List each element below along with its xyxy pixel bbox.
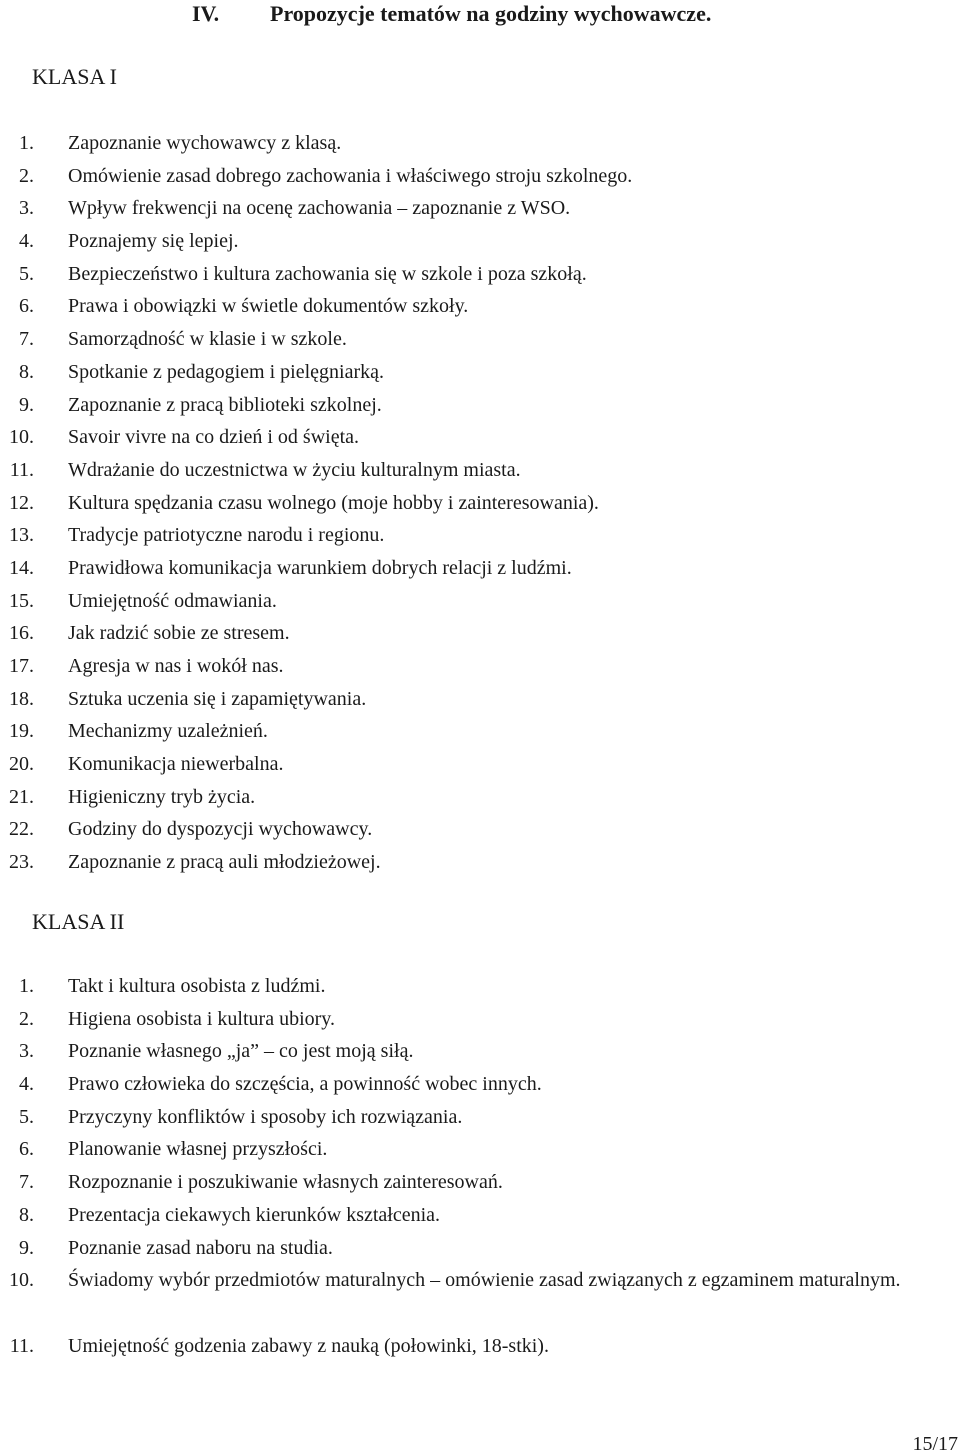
topic-number: 17.: [9, 655, 34, 677]
topic-text: Poznajemy się lepiej.: [68, 230, 239, 253]
topic-item: [0, 650, 960, 683]
topic-text: Jak radzić sobie ze stresem.: [68, 622, 290, 645]
topic-item: [0, 519, 960, 552]
topic-text: Spotkanie z pedagogiem i pielęgniarką.: [68, 360, 385, 383]
topic-text: Poznanie zasad naboru na studia.: [68, 1236, 333, 1259]
topic-item: [0, 1199, 960, 1232]
topic-number: 8.: [19, 1203, 34, 1226]
topic-number: 11.: [9, 458, 34, 481]
topic-number: 9.: [19, 393, 34, 416]
page-number: 15/17: [912, 1433, 958, 1455]
topic-number: 22.: [9, 818, 34, 841]
topic-number: 23.: [9, 851, 34, 874]
topic-item: [0, 585, 960, 618]
topic-text: Agresja w nas i wokół nas.: [68, 655, 284, 677]
topic-item: [0, 715, 960, 748]
topic-number: 9.: [19, 1236, 34, 1259]
class-1-heading: KLASA I: [32, 64, 117, 89]
topic-item: [0, 290, 960, 323]
topic-item: [0, 1035, 960, 1068]
topic-item: [0, 1068, 960, 1101]
topic-number: 5.: [19, 262, 34, 285]
topic-number: 11.: [9, 1334, 34, 1357]
topic-item: [0, 846, 960, 879]
topic-number: 4.: [19, 1073, 34, 1096]
topic-text: Prawo człowieka do szczęścia, a powinność wobec innych.: [68, 1073, 542, 1096]
topic-text: Prawidłowa komunikacja warunkiem dobrych relacji z ludźmi.: [68, 556, 572, 579]
topic-item: [0, 127, 960, 160]
topic-text: Higiena osobista i kultura ubiory.: [68, 1007, 335, 1030]
topic-text: Tradycje patriotyczne narodu i regionu.: [68, 524, 385, 547]
topic-item: [0, 225, 960, 258]
topic-text: Planowanie własnej przyszłości.: [68, 1138, 328, 1161]
class-1-topic-list: [0, 127, 960, 879]
topic-number: 15.: [9, 589, 34, 612]
topic-item: [0, 323, 960, 356]
topic-item: [0, 617, 960, 650]
topic-text: Godziny do dyspozycji wychowawcy.: [68, 818, 373, 841]
topic-item: [0, 1101, 960, 1134]
topic-text: Zapoznanie z pracą biblioteki szkolnej.: [68, 393, 382, 416]
section-header: [0, 0, 960, 32]
topic-item: [0, 421, 960, 454]
topic-item: [0, 748, 960, 781]
class-2-heading: KLASA II: [32, 909, 125, 934]
topic-number: 3.: [19, 1040, 34, 1063]
topic-text: Zapoznanie wychowawcy z klasą.: [68, 132, 342, 154]
topic-item: [0, 1330, 960, 1363]
topic-item: [0, 781, 960, 814]
topic-text: Umiejętność odmawiania.: [68, 589, 277, 612]
topic-text: Prawa i obowiązki w świetle dokumentów szkoły.: [68, 295, 469, 318]
topic-item: [0, 192, 960, 225]
section-number: IV.: [192, 1, 220, 26]
topic-item: [0, 1133, 960, 1166]
topic-text: Wpływ frekwencji na ocenę zachowania – zapoznanie z WSO.: [68, 197, 571, 220]
topic-number: 1.: [19, 132, 34, 154]
topic-number: 20.: [9, 753, 34, 776]
topic-text: Przyczyny konfliktów i sposoby ich rozwiązania.: [68, 1105, 463, 1128]
topic-text: Zapoznanie z pracą auli młodzieżowej.: [68, 851, 381, 874]
topic-text: Świadomy wybór przedmiotów maturalnych – omówienie zasad związanych z egzaminem maturalnym.: [68, 1269, 901, 1292]
topic-item: [0, 1003, 960, 1036]
topic-number: 3.: [19, 197, 34, 220]
class-2-topic-list: [0, 970, 960, 1362]
topic-number: 4.: [19, 230, 34, 253]
topic-text: Kultura spędzania czasu wolnego (moje hobby i zainteresowania).: [68, 491, 599, 514]
topic-number: 12.: [9, 491, 34, 514]
topic-number: 19.: [9, 720, 34, 743]
topic-number: 18.: [9, 687, 34, 710]
topic-text: Wdrażanie do uczestnictwa w życiu kulturalnym miasta.: [68, 458, 521, 481]
topic-text: Bezpieczeństwo i kultura zachowania się w szkole i poza szkołą.: [68, 262, 587, 285]
topic-item: [0, 1264, 960, 1329]
topic-text: Savoir vivre na co dzień i od święta.: [68, 426, 360, 449]
topic-number: 2.: [19, 164, 34, 187]
topic-item: [0, 1232, 960, 1265]
topic-item: [0, 454, 960, 487]
topic-text: Prezentacja ciekawych kierunków kształcenia.: [68, 1203, 441, 1226]
topic-number: 7.: [19, 328, 34, 351]
topic-number: 10.: [9, 426, 34, 449]
topic-number: 2.: [19, 1007, 34, 1030]
topic-item: [0, 970, 960, 1003]
topic-text: Rozpoznanie i poszukiwanie własnych zainteresowań.: [68, 1171, 503, 1194]
topic-item: [0, 356, 960, 389]
topic-text: Omówienie zasad dobrego zachowania i właściwego stroju szkolnego.: [68, 164, 633, 187]
topic-item: [0, 1166, 960, 1199]
topic-number: 6.: [19, 1138, 34, 1161]
topic-number: 10.: [9, 1269, 34, 1292]
topic-number: 21.: [9, 785, 34, 808]
topic-number: 1.: [19, 975, 34, 997]
topic-item: [0, 552, 960, 585]
topic-number: 7.: [19, 1171, 34, 1194]
topic-text: Komunikacja niewerbalna.: [68, 753, 284, 776]
topic-text: Umiejętność godzenia zabawy z nauką (połowinki, 18-stki).: [68, 1334, 549, 1357]
topic-number: 13.: [9, 524, 34, 547]
topic-number: 6.: [19, 295, 34, 318]
topic-item: [0, 389, 960, 422]
section-title: Propozycje tematów na godziny wychowawcze.: [270, 1, 712, 26]
topic-item: [0, 160, 960, 193]
topic-item: [0, 258, 960, 291]
topic-number: 5.: [19, 1105, 34, 1128]
topic-item: [0, 813, 960, 846]
topic-number: 14.: [9, 556, 34, 579]
topic-text: Mechanizmy uzależnień.: [68, 720, 268, 743]
topic-text: Takt i kultura osobista z ludźmi.: [68, 975, 326, 997]
topic-item: [0, 487, 960, 520]
topic-text: Sztuka uczenia się i zapamiętywania.: [68, 687, 367, 710]
topic-item: [0, 683, 960, 716]
topic-text: Higieniczny tryb życia.: [68, 785, 256, 808]
topic-number: 8.: [19, 360, 34, 383]
topic-text: Samorządność w klasie i w szkole.: [68, 328, 347, 351]
topic-text: Poznanie własnego „ja” – co jest moją siłą.: [68, 1040, 414, 1063]
topic-number: 16.: [9, 622, 34, 645]
